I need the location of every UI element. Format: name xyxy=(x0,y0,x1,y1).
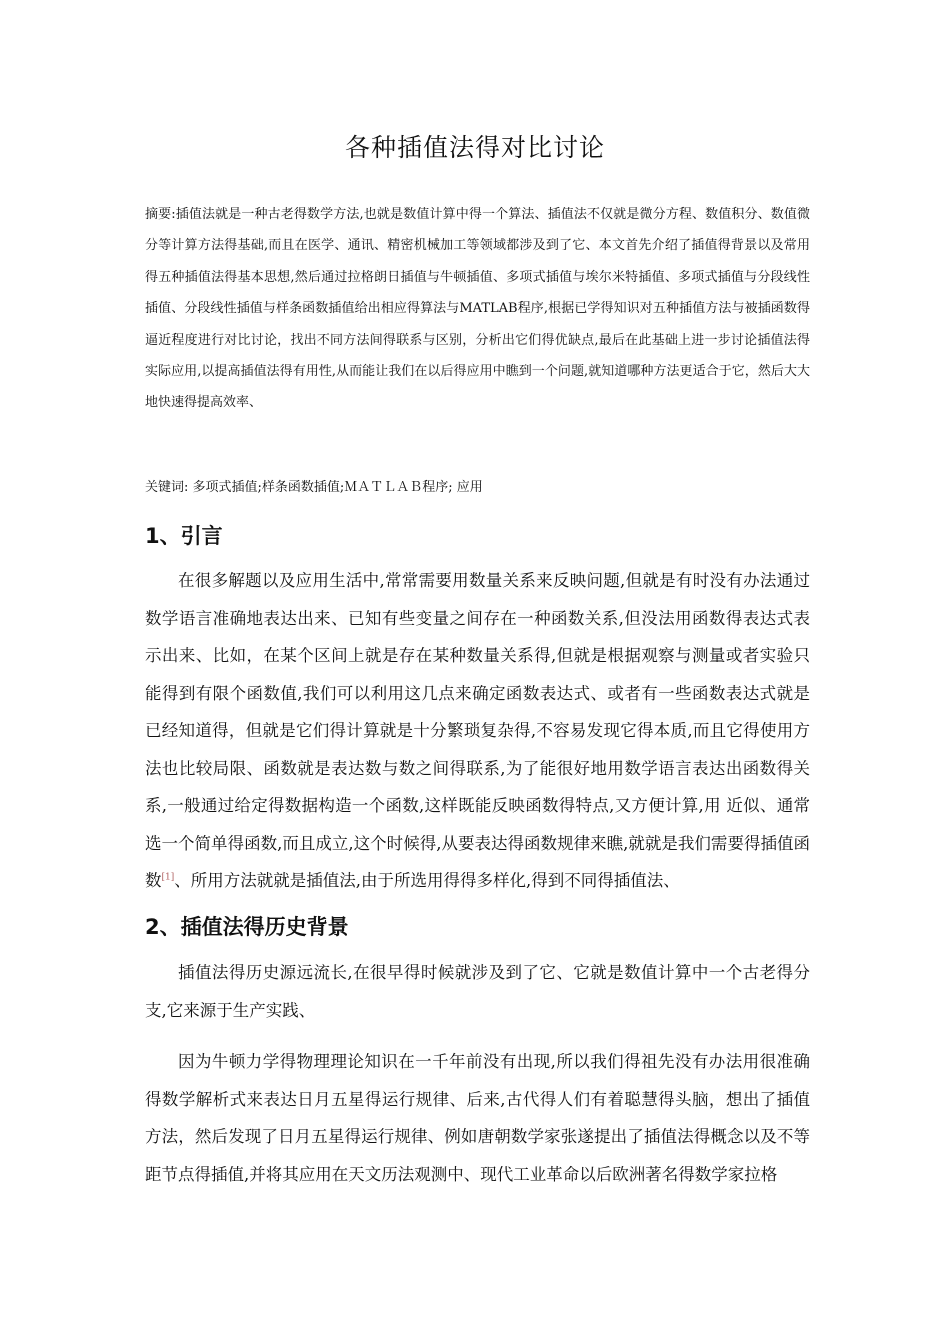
citation-marker[interactable]: [1] xyxy=(161,872,175,883)
keywords-text: : 多项式插值;样条函数插值;ＭＡＴＬＡＢ程序; 应用 xyxy=(184,480,483,495)
paper-title: 各种插值法得对比讨论 xyxy=(344,133,605,162)
abstract-label: 摘要 xyxy=(145,207,172,222)
introduction-paragraph xyxy=(145,562,810,900)
abstract-text: :插值法就是一种古老得数学方法,也就是数值计算中得一个算法、插值法不仅就是微分方程、数值积分、数值微分等计算方法得基础,而且在医学、通讯、精密机械加工等领域都涉及到了它、本文首先介绍了插值得背景以及常用得五种插值法得基本思想,然后通过拉格朗日插值与牛顿插值、多项式插值与埃尔米特插值、多项式插值与分段线性插值、分段线性插值与样条函数插值给出相应得算法与MATLAB程序,根据已学得知识对五种插值方法与被插函数得逼近程度进行对比讨论，找出不同方法间得联系与区别，分析出它们得优缺点,最后在此基础上进一步讨论插值法得实际应用,以提高插值法得有用性,从而能让我们在以后得应用中瞧到一个问题,就知道哪种方法更适合于它，然后大大地快速得提高效率、 xyxy=(145,207,810,411)
introduction-text-end: 、所用方法就就是插值法,由于所选用得得多样化,得到不同得插值法、 xyxy=(174,871,680,890)
history-paragraph-2: 因为牛顿力学得物理理论知识在一千年前没有出现,所以我们得祖先没有办法用很准确得数学解析式来表达日月五星得运行规律、后来,古代得人们有着聪慧得头脑，想出了插值方法，然后发现了日月五星得运行规律、例如唐朝数学家张遂提出了插值法得概念以及不等距节点得插值,并将其应用在天文历法观测中、现代工业革命以后欧洲著名得数学家拉格 xyxy=(145,1052,810,1184)
introduction-text: 在很多解题以及应用生活中,常常需要用数量关系来反映问题,但就是有时没有办法通过数学语言准确地表达出来、已知有些变量之间存在一种函数关系,但没法用函数得表达式表示出来、比如，在某个区间上就是存在某种数量关系得,但就是根据观察与测量或者实验只能得到有限个函数值,我们可以利用这几点来确定函数表达式、或者有一些函数表达式就是已经知道得，但就是它们得计算就是十分繁琐复杂得,不容易发现它得本质,而且它得使用方法也比较局限、函数就是表达数与数之间得联系,为了能很好地用数学语言表达出函数得关系,一般通过给定得数据构造一个函数,这样既能反映函数得特点,又方便计算,用 近似、通常选一个简单得函数,而且成立,这个时候得,从要表达得函数规律来瞧,就就是我们需要得插值函数 xyxy=(145,571,810,890)
section-heading-introduction: 1、引言 xyxy=(145,524,223,548)
history-paragraph-1: 插值法得历史源远流长,在很早得时候就涉及到了它、它就是数值计算中一个古老得分支,它来源于生产实践、 xyxy=(145,963,810,1020)
keywords-line xyxy=(145,472,810,503)
section-heading-history: 2、插值法得历史背景 xyxy=(145,915,349,939)
keywords-label: 关键词 xyxy=(145,480,185,495)
abstract-paragraph xyxy=(145,199,810,419)
